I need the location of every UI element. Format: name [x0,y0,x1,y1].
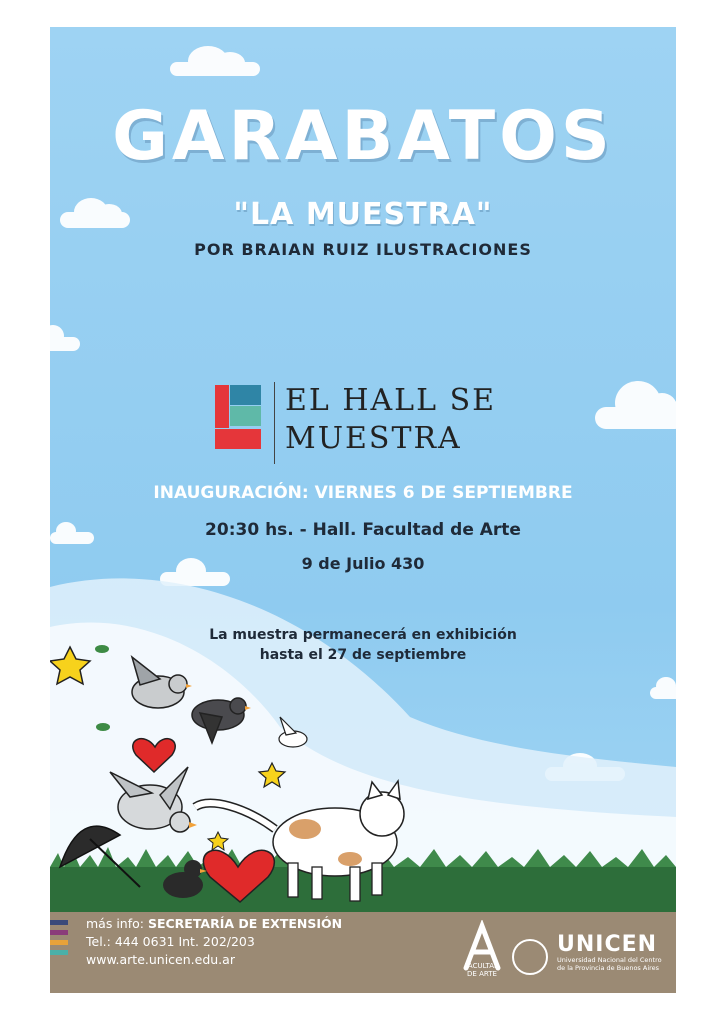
footer [50,912,676,993]
university-name: UNICEN [557,932,658,957]
cloud [170,62,260,76]
exhibition-info [50,625,676,665]
inauguration-date: INAUGURACIÓN: VIERNES 6 DE SEPTIEMBRE [153,483,573,503]
color-bar [50,930,68,935]
illustration-scene [50,567,676,917]
logo-line-2: MUESTRA [285,421,462,456]
color-bar [50,940,68,945]
university-sub-2: de la Provincia de Buenos Aires [557,964,660,972]
poster-subtitle: "LA MUESTRA" [233,197,493,232]
exhibition-line-1: La muestra permanecerá en exhibición [209,627,517,643]
grass [50,867,676,917]
leaf-icon [96,723,110,731]
event-address: 9 de Julio 430 [301,554,425,573]
cloud [50,337,80,351]
color-bar [50,950,68,955]
faculty-line-2: DE ARTE [467,970,497,978]
logo-block-blue [230,385,261,405]
university-seal-icon [512,939,548,975]
website-link[interactable]: www.arte.unicen.edu.ar [86,952,235,967]
poster-title: GARABATOS [112,97,614,176]
more-info-value: SECRETARÍA DE EXTENSIÓN [147,916,343,931]
more-info-label: más info: [86,916,144,931]
poster-byline: POR BRAIAN RUIZ ILUSTRACIONES [194,240,532,259]
exhibition-line-2: hasta el 27 de septiembre [259,647,467,663]
logo-block-red [215,385,229,428]
logo-text [285,382,496,458]
color-bar [50,920,68,925]
color-bars [50,920,68,960]
faculty-label [458,962,506,978]
contact-info [86,915,342,969]
logo-block-teal [230,406,261,426]
university-sub-1: Universidad Nacional del Centro [557,956,662,964]
faculty-line-1: FACULTAD [464,962,500,970]
event-time-place: 20:30 hs. - Hall. Facultad de Arte [205,520,521,540]
poster [50,27,676,993]
phone-number: Tel.: 444 0631 Int. 202/203 [86,934,255,949]
cloud [595,407,676,429]
logo-line-1: EL HALL SE [285,383,497,418]
logo-divider [274,382,275,464]
logo-block-red-bottom [215,429,261,449]
el-hall-se-muestra-logo [215,382,515,467]
unicen-logo [557,934,662,972]
